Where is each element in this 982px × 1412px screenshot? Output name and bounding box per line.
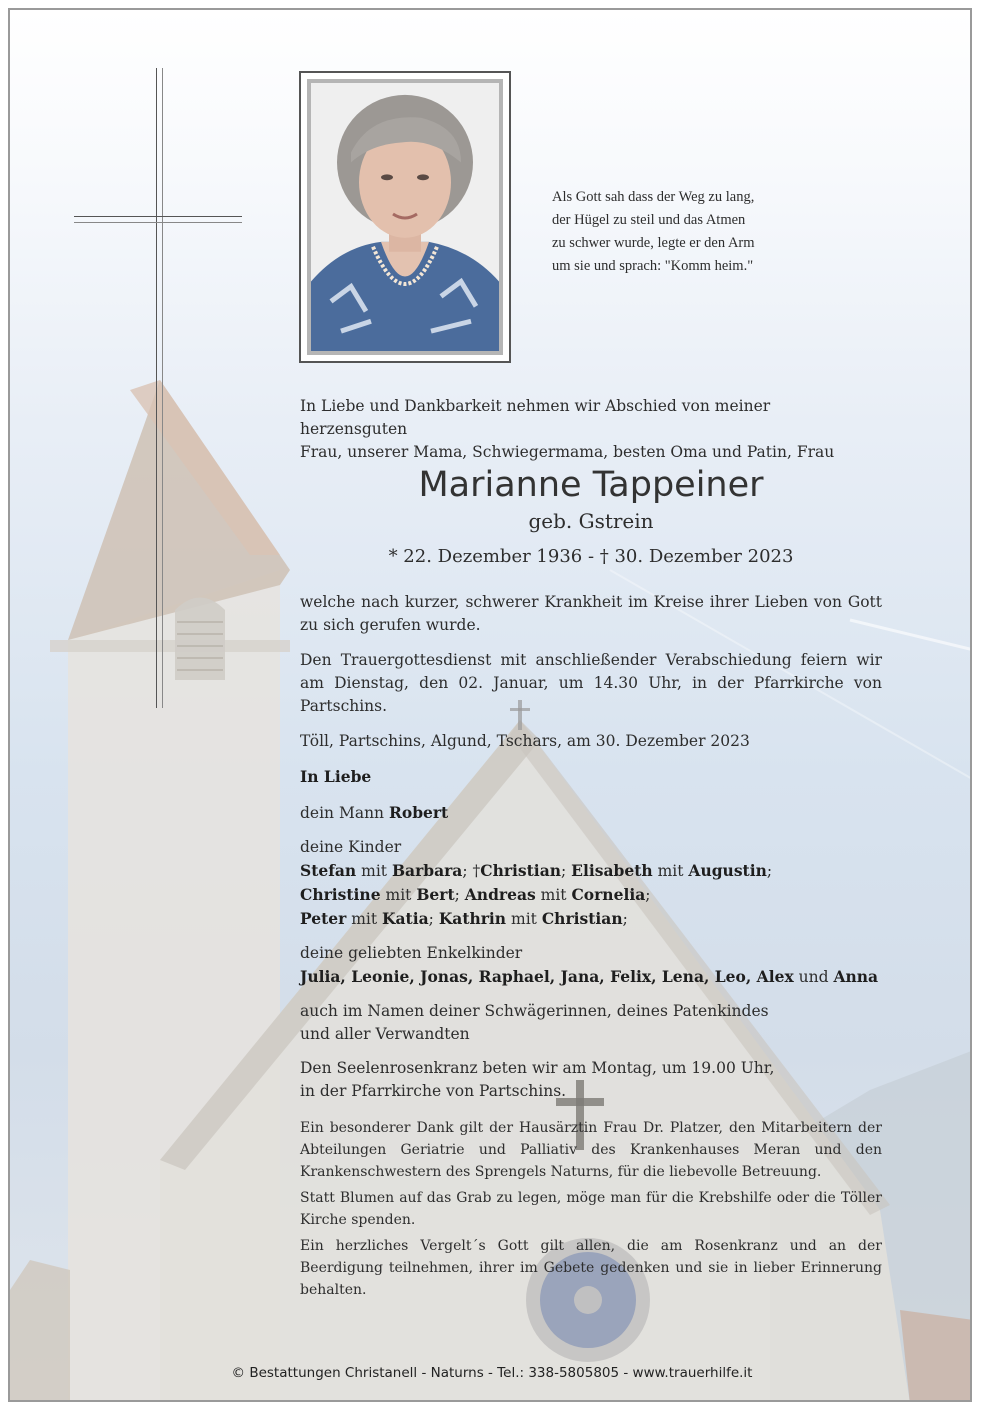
family-member-name: Elisabeth: [571, 861, 653, 880]
children-line: [300, 907, 882, 931]
place-date: Töll, Partschins, Algund, Tschars, am 30. Dezember 2023: [300, 732, 750, 750]
children-line: [300, 883, 882, 907]
connector-text: mit: [652, 862, 689, 880]
poem: [552, 186, 832, 278]
family-member-name: Barbara: [391, 861, 463, 880]
husband-line: dein Mann Robert: [300, 803, 449, 822]
family-member-name: Christine: [300, 885, 381, 904]
connector-text: ;: [645, 886, 651, 904]
in-liebe-heading: In Liebe: [300, 767, 372, 786]
family-member-name: Anna: [833, 967, 879, 986]
connector-text: ; †: [462, 862, 481, 880]
family-member-name: Christian: [480, 861, 562, 880]
poem-line: um sie und sprach: "Komm heim.": [552, 258, 754, 274]
intro-line: Frau, unserer Mama, Schwiegermama, besten Oma und Patin, Frau: [300, 443, 835, 461]
connector-text: ;: [622, 910, 628, 928]
children-line: [300, 859, 882, 883]
connector-text: mit: [356, 862, 392, 880]
funeral-text: Den Trauergottesdienst mit anschließender Verabschiedung feiern wir am Dienstag, den 02. Januar, um 14.30 Uhr, in der Pfarrkirche von Partschins.: [300, 651, 882, 715]
children-list: [300, 859, 882, 931]
connector-text: mit: [535, 886, 572, 904]
name-block: [300, 463, 882, 571]
connector-text: mit: [346, 910, 383, 928]
vergelts-text: Ein herzliches Vergelt´s Gott gilt allen, die am Rosenkranz und an der Beerdigung teilnehmen, ihrer im Gebete gedenken und sie in lieber Erinnerung behalten.: [300, 1238, 882, 1298]
flowers-text: Statt Blumen auf das Grab zu legen, möge man für die Krebshilfe oder die Töller Kirche spenden.: [300, 1190, 882, 1228]
poem-line: der Hügel zu steil und das Atmen: [552, 212, 746, 228]
connector-text: mit: [506, 910, 542, 928]
children-label: deine Kinder: [300, 838, 402, 856]
cross-vertical-line: [156, 68, 157, 708]
obituary-card: [8, 8, 972, 1402]
family-member-name: Peter: [300, 909, 347, 928]
cross-horizontal-line: [74, 216, 242, 217]
death-text: welche nach kurzer, schwerer Krankheit im Kreise ihrer Lieben von Gott zu sich gerufen wurde.: [300, 593, 882, 634]
rosary-line: Den Seelenrosenkranz beten wir am Montag, um 19.00 Uhr,: [300, 1059, 775, 1077]
thanks-text: Ein besonderer Dank gilt der Hausärztin Frau Dr. Platzer, den Mitarbeitern der Abteilungen Geriatrie und Palliativ des Krankenhauses Meran und den Krankenschwestern des Sprengels Naturns, für die liebevolle Betreuung.: [300, 1120, 882, 1180]
deceased-name: Marianne Tappeiner: [418, 465, 764, 505]
intro-line: In Liebe und Dankbarkeit nehmen wir Abschied von meiner herzensguten: [300, 397, 771, 438]
connector-text: ;: [454, 886, 465, 904]
portrait-figure: [311, 83, 499, 351]
footer-credit: © Bestattungen Christanell - Naturns - Tel.: 338-5805805 - www.trauerhilfe.it: [231, 1365, 753, 1381]
family-member-name: Stefan: [300, 861, 357, 880]
body-text: [300, 591, 882, 1301]
connector-text: ;: [561, 862, 572, 880]
life-dates: * 22. Dezember 1936 - † 30. Dezember 2023: [388, 546, 794, 567]
maiden-name: geb. Gstrein: [528, 509, 654, 533]
connector-text: mit: [380, 886, 417, 904]
connector-text: und: [793, 968, 834, 986]
family-member-name: Andreas: [464, 885, 536, 904]
poem-line: zu schwer wurde, legte er den Arm: [552, 235, 755, 251]
poem-line: Als Gott sah dass der Weg zu lang,: [552, 189, 755, 205]
portrait-photo: [299, 71, 511, 363]
connector-text: ;: [428, 910, 439, 928]
also-line: auch im Namen deiner Schwägerinnen, deines Patenkindes: [300, 1002, 769, 1020]
grandchildren-list: [300, 965, 882, 989]
rosary-line: in der Pfarrkirche von Partschins.: [300, 1082, 567, 1100]
cross-horizontal-line-inner: [74, 222, 242, 223]
family-member-name: Augustin: [688, 861, 767, 880]
family-member-name: Bert: [416, 885, 455, 904]
intro-text: [300, 395, 882, 464]
family-member-name: Katia: [382, 909, 429, 928]
grandchildren-label: deine geliebten Enkelkinder: [300, 944, 523, 962]
cross-vertical-line-inner: [162, 68, 163, 708]
family-member-name: Kathrin: [438, 909, 507, 928]
also-line: und aller Verwandten: [300, 1025, 470, 1043]
connector-text: ;: [766, 862, 773, 880]
grandchildren-line: [300, 965, 882, 989]
family-member-name: Cornelia: [571, 885, 646, 904]
family-member-name: Christian: [541, 909, 623, 928]
family-member-name: Julia, Leonie, Jonas, Raphael, Jana, Felix, Lena, Leo, Alex: [300, 967, 794, 986]
